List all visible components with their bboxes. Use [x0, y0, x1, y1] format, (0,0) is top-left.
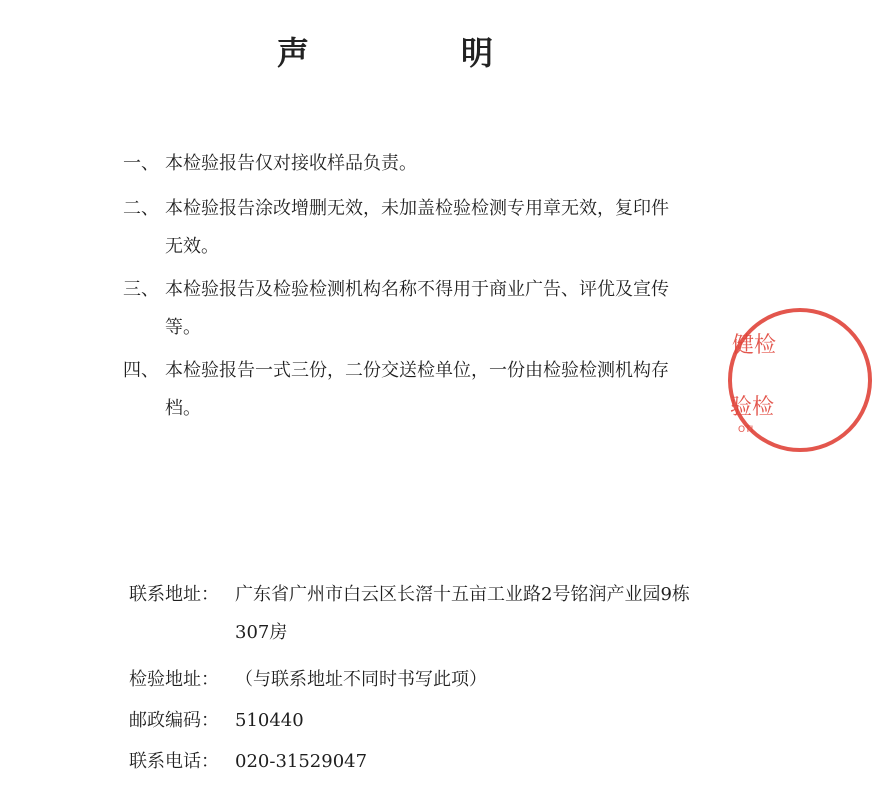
postcode-label: 邮政编码： [129, 710, 219, 731]
phone-value: 020-31529047 [235, 751, 368, 772]
statement-text: 本检验报告及检验检测机构名称不得用于商业广告、评优及宣传等。 [165, 279, 669, 338]
statement-4 [123, 352, 683, 428]
seal-text-mid: 验检 [730, 395, 775, 420]
contact-address-row [129, 576, 695, 652]
postcode-value: 510440 [235, 710, 304, 731]
phone-label: 联系电话： [129, 751, 219, 772]
postcode-row [129, 702, 695, 740]
phone-row [129, 743, 695, 781]
statement-number: 二、 [123, 198, 159, 219]
contact-address-label: 联系地址： [129, 584, 219, 605]
statement-number: 四、 [123, 360, 159, 381]
inspection-address-label: 检验地址： [129, 669, 219, 690]
statement-number: 一、 [123, 153, 159, 174]
inspection-address-value: （与联系地址不同时书写此项） [235, 669, 487, 690]
statement-text: 本检验报告涂改增删无效，未加盖检验检测专用章无效，复印件无效。 [165, 198, 669, 257]
seal-text-top: 健检 [732, 333, 777, 358]
statement-number: 三、 [123, 279, 159, 300]
statement-1 [123, 145, 683, 183]
page-title: 声 明 [276, 34, 553, 72]
seal-text-small: OTI [738, 425, 754, 435]
statement-text: 本检验报告一式三份，二份交送检单位，一份由检验检测机构存档。 [165, 360, 669, 419]
inspection-address-row [129, 661, 695, 699]
statement-text: 本检验报告仅对接收样品负责。 [165, 153, 417, 174]
statement-3 [123, 271, 683, 347]
contact-address-value: 广东省广州市白云区长滘十五亩工业路2号铭润产业园9栋307房 [235, 584, 690, 643]
red-seal-stamp [722, 300, 872, 460]
statement-2 [123, 190, 683, 266]
